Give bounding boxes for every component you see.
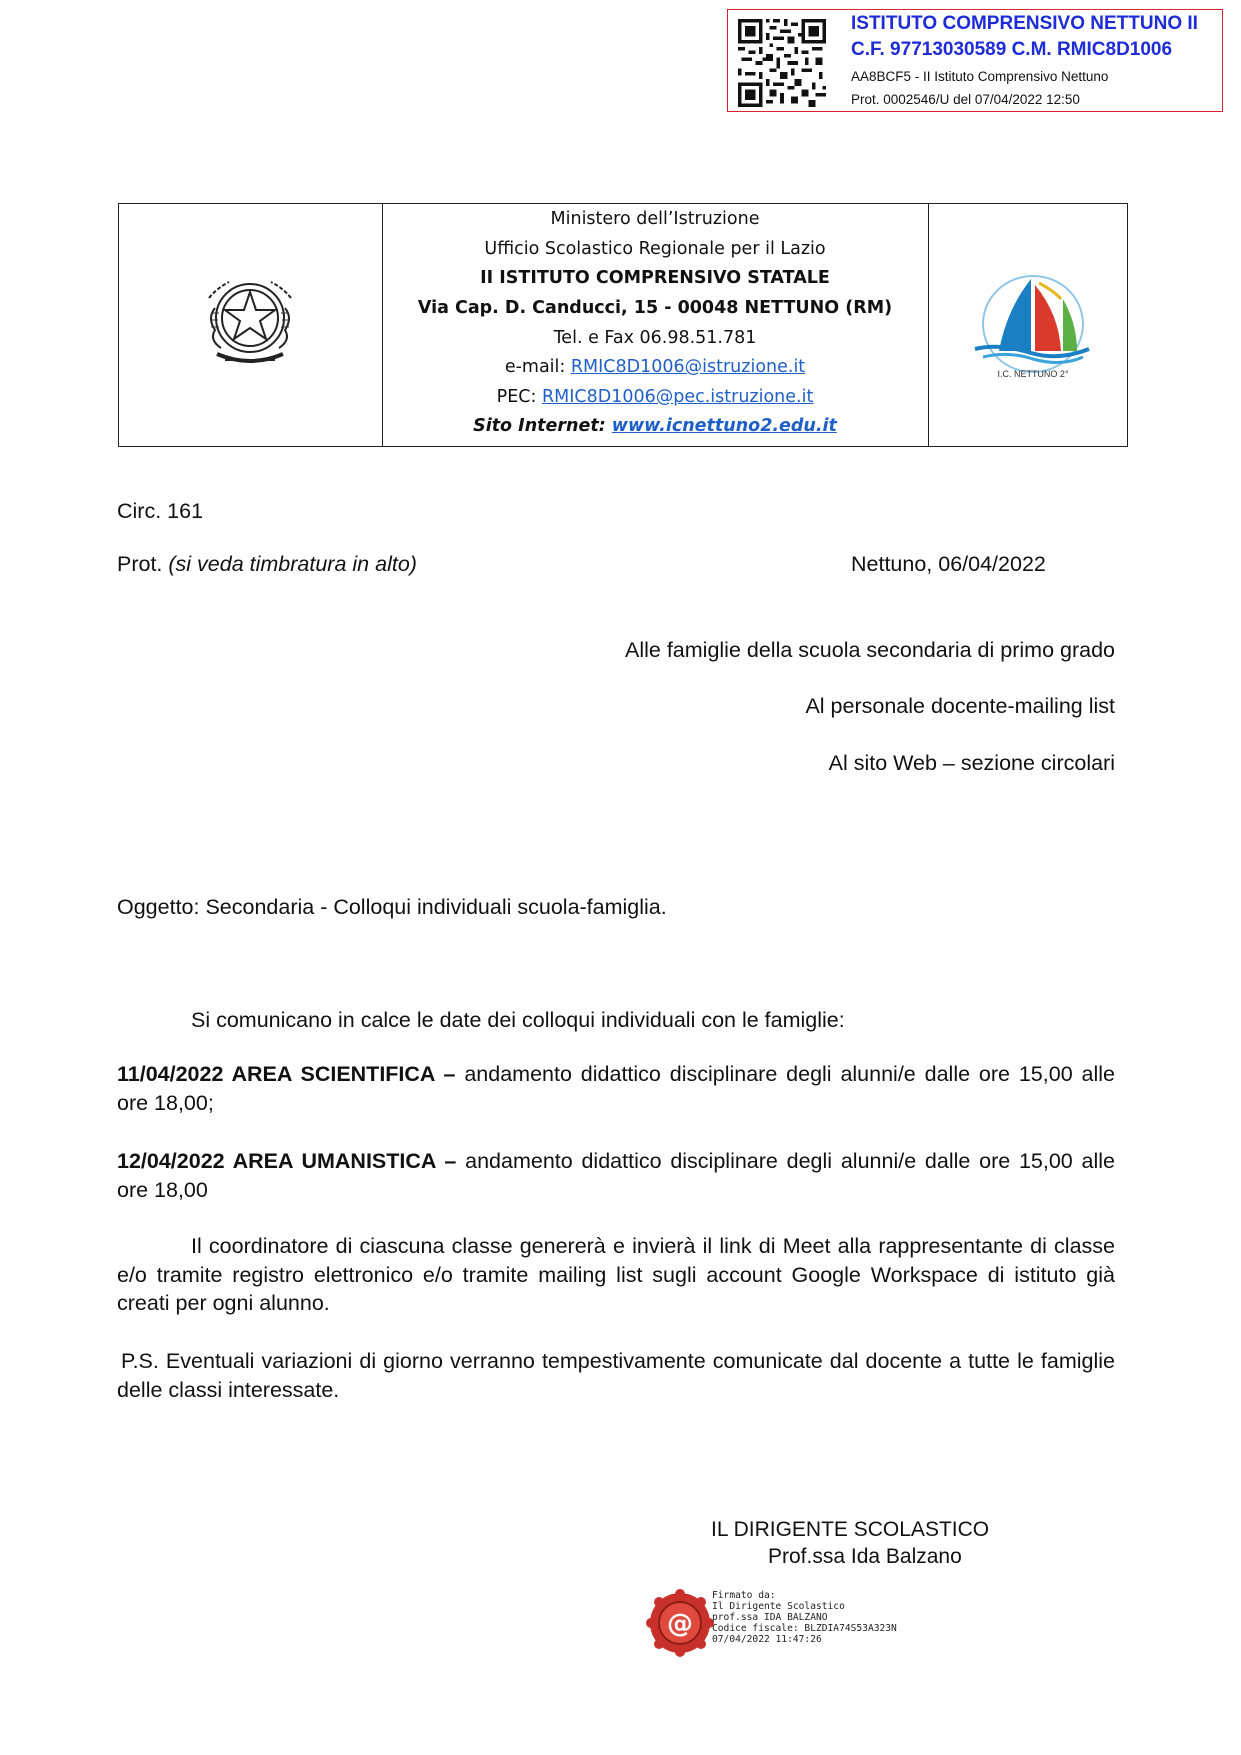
place-date: Nettuno, 06/04/2022 [851,552,1046,576]
phone-line: Tel. e Fax 06.98.51.781 [553,328,757,348]
regional-office-line: Ufficio Scolastico Regionale per il Lazio [484,239,826,259]
email-line [382,356,928,378]
date-item-humanistic-heading: 12/04/2022 AREA UMANISTICA – [117,1149,466,1173]
date-item-humanistic-text: andamento didattico disciplinare degli alunni/e dalle ore 15,00 alle ore 18,00 [117,1149,1115,1202]
pec-line [382,386,928,408]
letterhead-left-cell [119,204,383,446]
recipient-teachers: Al personale docente-mailing list [805,694,1115,718]
protocol-line [117,550,417,578]
letterhead-right-cell [928,204,1128,446]
school-sailboat-logo-icon [969,269,1094,384]
digital-signature-line: prof.ssa IDA BALZANO [712,1612,828,1623]
stamp-aoo: AA8BCF5 - II Istituto Comprensivo Nettuno [851,69,1109,84]
coordinator-paragraph [117,1232,1115,1318]
circular-number: Circ. 161 [117,499,204,523]
stamp-codes: C.F. 97713030589 C.M. RMIC8D1006 [851,39,1173,60]
logo-caption: I.C. NETTUNO 2° [997,369,1069,379]
qr-code-icon [738,19,826,107]
intro-paragraph [117,1006,1115,1035]
digital-signature-line: Il Dirigente Scolastico [712,1601,845,1612]
website-line [382,415,928,437]
school-name-line: II ISTITUTO COMPRENSIVO STATALE [480,268,830,288]
pec-label: PEC: [496,387,542,407]
date-item-scientific [117,1060,1115,1117]
ps-text: P.S. Eventuali variazioni di giorno verranno tempestivamente comunicate dal docente a tutte le famiglie delle classi interessate. [117,1349,1115,1402]
signatory-title: IL DIRIGENTE SCOLASTICO [711,1518,990,1541]
signatory-name: Prof.ssa Ida Balzano [768,1545,962,1568]
protocol-label: Prot. [117,552,169,576]
address-line: Via Cap. D. Canducci, 15 - 00048 NETTUNO (RM) [417,298,893,318]
subject-line: Oggetto: Secondaria - Colloqui individuali scuola-famiglia. [117,895,667,919]
protocol-stamp [727,9,1223,112]
svg-text:@: @ [667,1609,693,1639]
date-item-scientific-heading: 11/04/2022 AREA SCIENTIFICA – [117,1062,465,1086]
website-label: Sito Internet: [473,416,612,436]
digital-signature-line: Firmato da: [712,1590,776,1601]
date-item-humanistic [117,1147,1115,1204]
digital-signature-line: 07/04/2022 11:47:26 [712,1634,822,1645]
italian-republic-emblem-icon [195,268,305,372]
recipient-families: Alle famiglie della scuola secondaria di primo grado [625,638,1115,662]
coordinator-text: Il coordinatore di ciascuna classe genererà e invierà il link di Meet alla rappresentante di classe e/o tramite registro elettronico e/o tramite mailing list sugli account Google Workspace di istituto già creati per ogni alunno. [117,1234,1115,1315]
intro-text: Si comunicano in calce le date dei colloqui individuali con le famiglie: [191,1008,845,1032]
ps-paragraph [117,1347,1115,1404]
letterhead-table [118,203,1128,447]
website-link[interactable]: www.icnettuno2.edu.it [611,416,837,436]
protocol-note: (si veda timbratura in alto) [168,552,417,576]
digital-signature-line: Codice fiscale: BLZDIA74S53A323N [712,1623,897,1634]
email-label: e-mail: [504,357,571,377]
date-item-scientific-text: andamento didattico disciplinare degli alunni/e dalle ore 15,00 alle ore 18,00; [117,1062,1115,1115]
email-link[interactable]: RMIC8D1006@istruzione.it [570,357,806,377]
ministry-line: Ministero dell’Istruzione [550,209,760,229]
digital-signature-details [712,1590,897,1645]
digital-signature-seal-icon [646,1589,714,1657]
recipient-website: Al sito Web – sezione circolari [828,751,1115,775]
stamp-protocol: Prot. 0002546/U del 07/04/2022 12:50 [851,92,1080,107]
stamp-institute: ISTITUTO COMPRENSIVO NETTUNO II [851,13,1198,34]
letterhead-center-cell [382,204,928,446]
pec-link[interactable]: RMIC8D1006@pec.istruzione.it [541,387,814,407]
